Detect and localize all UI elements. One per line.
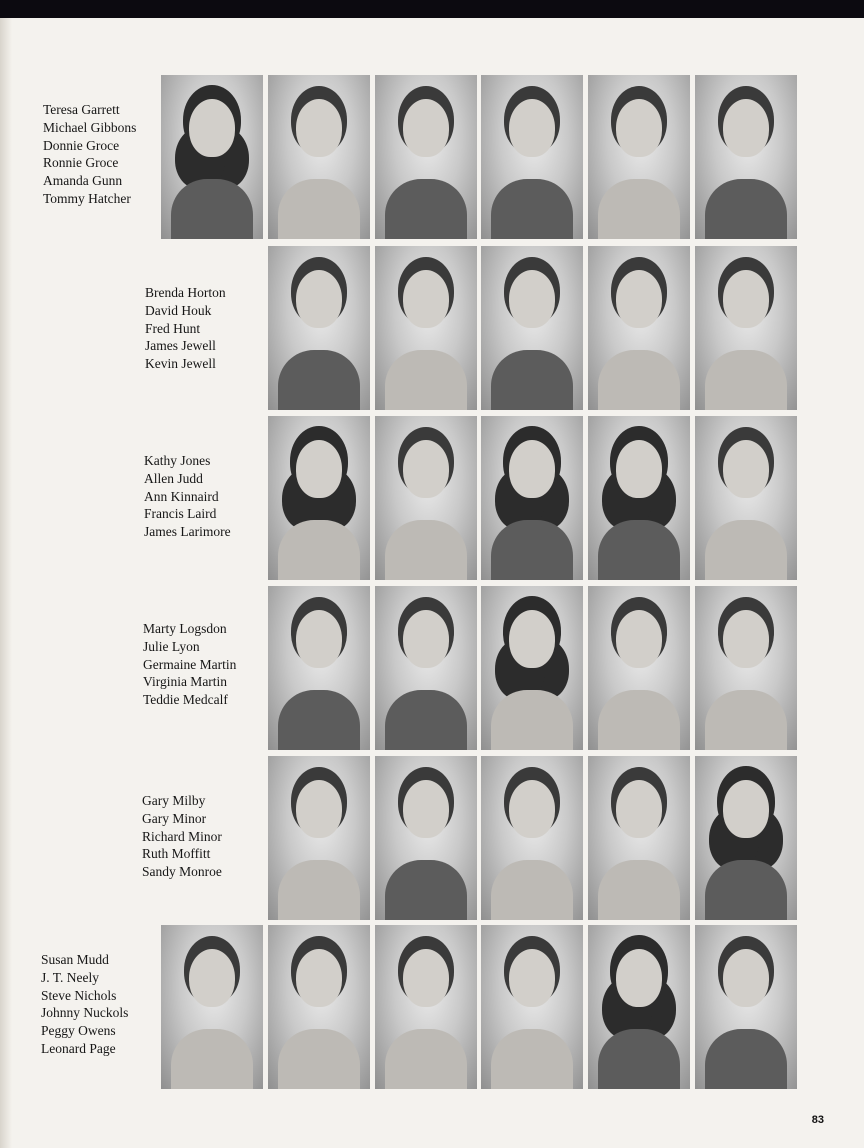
student-name: Kathy Jones	[144, 453, 211, 468]
student-portrait	[268, 925, 370, 1089]
student-portrait	[695, 925, 797, 1089]
student-name: Kevin Jewell	[145, 356, 216, 372]
student-portrait	[481, 75, 583, 239]
student-portrait	[375, 586, 477, 750]
name-list-row-1	[43, 101, 136, 208]
student-portrait	[481, 756, 583, 920]
student-name: Gary Minor	[142, 810, 207, 826]
page-number: 83	[811, 1114, 824, 1126]
student-name: Leonard Page	[41, 1040, 116, 1056]
student-name: Teddie Medcalf	[143, 692, 228, 708]
student-portrait	[588, 75, 690, 239]
student-name: Francis Laird	[144, 506, 217, 522]
student-portrait	[481, 925, 583, 1089]
student-portrait	[481, 586, 583, 750]
student-name: Amanda Gunn	[43, 173, 123, 189]
student-name: Sandy Monroe	[142, 864, 222, 880]
student-portrait	[481, 416, 583, 580]
student-portrait	[268, 416, 370, 580]
student-portrait	[695, 75, 797, 239]
student-portrait	[481, 246, 583, 410]
student-portrait	[375, 925, 477, 1089]
student-portrait	[268, 756, 370, 920]
student-name: Teresa Garrett	[43, 102, 120, 117]
student-name: Virginia Martin	[143, 674, 228, 690]
student-name: Ann Kinnaird	[144, 488, 219, 504]
student-portrait	[375, 416, 477, 580]
student-name: Michael Gibbons	[43, 119, 137, 135]
page-binding-shadow	[0, 18, 12, 1148]
student-name: Susan Mudd	[41, 952, 109, 967]
student-name: David Houk	[145, 302, 212, 318]
student-portrait	[375, 756, 477, 920]
student-name: James Jewell	[145, 338, 216, 354]
student-portrait	[695, 586, 797, 750]
student-portrait	[695, 416, 797, 580]
student-name: Ruth Moffitt	[142, 846, 211, 862]
student-name: Ronnie Groce	[43, 155, 119, 171]
student-portrait	[268, 75, 370, 239]
student-portrait	[268, 246, 370, 410]
student-name: Peggy Owens	[41, 1023, 116, 1039]
student-portrait	[375, 246, 477, 410]
student-name: Johnny Nuckols	[41, 1005, 129, 1021]
student-portrait	[588, 756, 690, 920]
student-name: Fred Hunt	[145, 320, 201, 336]
student-portrait	[588, 246, 690, 410]
student-portrait	[588, 925, 690, 1089]
student-name: Julie Lyon	[143, 638, 200, 654]
name-list-row-2	[145, 284, 226, 373]
student-portrait	[161, 75, 263, 239]
student-name: James Larimore	[144, 524, 231, 540]
student-name: Germaine Martin	[143, 656, 237, 672]
student-portrait	[695, 246, 797, 410]
student-portrait	[268, 586, 370, 750]
student-portrait	[375, 75, 477, 239]
student-name: Allen Judd	[144, 470, 203, 486]
student-name: Gary Milby	[142, 793, 206, 808]
student-portrait	[588, 586, 690, 750]
student-name: Marty Logsdon	[143, 621, 227, 636]
student-name: J. T. Neely	[41, 969, 99, 985]
student-name: Steve Nichols	[41, 987, 117, 1003]
student-name: Tommy Hatcher	[43, 190, 131, 206]
scan-top-edge	[0, 0, 864, 18]
student-portrait	[588, 416, 690, 580]
student-name: Brenda Horton	[145, 285, 226, 300]
name-list-row-3	[144, 452, 231, 541]
name-list-row-6	[41, 951, 128, 1058]
student-name: Richard Minor	[142, 828, 222, 844]
name-list-row-5	[142, 792, 222, 881]
student-portrait	[695, 756, 797, 920]
student-name: Donnie Groce	[43, 137, 120, 153]
name-list-row-4	[143, 620, 236, 709]
student-portrait	[161, 925, 263, 1089]
